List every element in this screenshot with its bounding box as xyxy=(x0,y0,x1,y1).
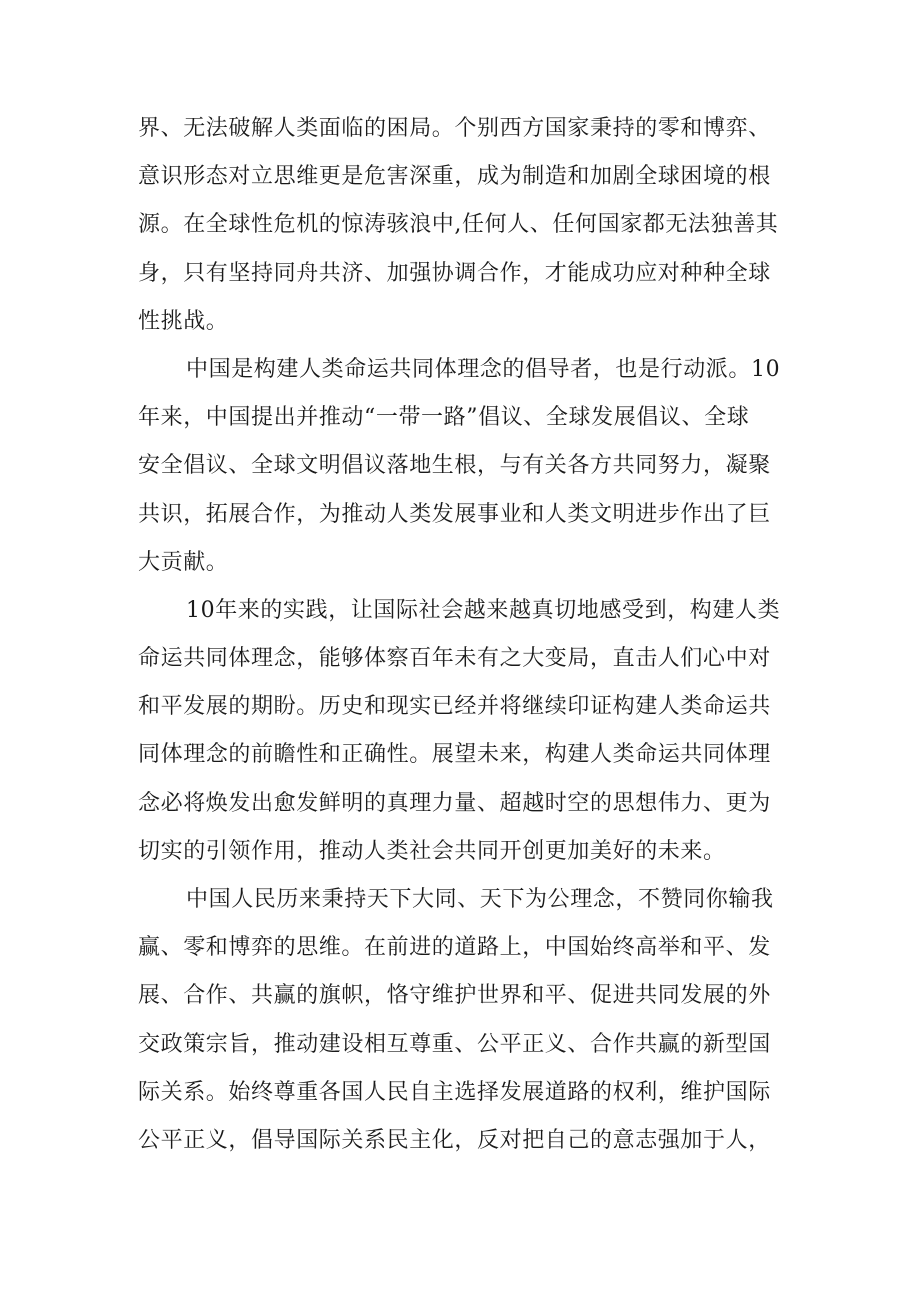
text-line: 际关系。始终尊重各国人民自主选择发展道路的权利，维护国际 xyxy=(138,1079,771,1105)
text-line: 源。在全球性危机的惊涛骇浪中,任何人、任何国家都无法独善其 xyxy=(138,212,779,238)
text-line: 公平正义，倡导国际关系民主化，反对把自己的意志强加于人， xyxy=(138,1127,771,1153)
paragraph-2 xyxy=(138,346,798,587)
text-line: 性挑战。 xyxy=(138,308,229,334)
text-line: 大贡献。 xyxy=(138,549,229,575)
text-line: 赢、零和博弈的思维。在前进的道路上，中国始终高举和平、发 xyxy=(138,935,771,961)
text-line: 共识，拓展合作，为推动人类发展事业和人类文明进步作出了巨 xyxy=(138,501,771,527)
text-line: 10年来的实践，让国际社会越来越真切地感受到，构建人类 xyxy=(186,597,781,623)
paragraph-3 xyxy=(138,587,798,876)
text-line: 中国人民历来秉持天下大同、天下为公理念，不赞同你输我 xyxy=(186,887,774,912)
document-body xyxy=(138,105,798,1165)
text-line: 安全倡议、全球文明倡议落地生根，与有关各方共同努力，凝聚 xyxy=(138,453,771,479)
text-line: 意识形态对立思维更是危害深重，成为制造和加剧全球困境的根 xyxy=(138,164,771,190)
text-line: 身，只有坚持同舟共济、加强协调合作，才能成功应对种种全球 xyxy=(138,260,771,286)
paragraph-1 xyxy=(138,105,798,346)
text-line: 中国是构建人类命运共同体理念的倡导者，也是行动派。10 xyxy=(186,356,781,382)
text-line: 念必将焕发出愈发鲜明的真理力量、超越时空的思想伟力、更为 xyxy=(138,790,771,816)
text-line: 界、无法破解人类面临的困局。个别西方国家秉持的零和博弈、 xyxy=(138,116,771,141)
text-line: 同体理念的前瞻性和正确性。展望未来，构建人类命运共同体理 xyxy=(138,742,771,768)
text-line: 年来，中国提出并推动“一带一路”倡议、全球发展倡议、全球 xyxy=(138,405,750,431)
paragraph-4 xyxy=(138,876,798,1165)
text-line: 交政策宗旨，推动建设相互尊重、公平正义、合作共赢的新型国 xyxy=(138,1031,771,1057)
text-line: 展、合作、共赢的旗帜，恪守维护世界和平、促进共同发展的外 xyxy=(138,983,771,1009)
text-line: 和平发展的期盼。历史和现实已经并将继续印证构建人类命运共 xyxy=(138,694,771,720)
text-line: 切实的引领作用，推动人类社会共同开创更加美好的未来。 xyxy=(138,838,726,864)
text-line: 命运共同体理念，能够体察百年未有之大变局，直击人们心中对 xyxy=(138,646,771,672)
